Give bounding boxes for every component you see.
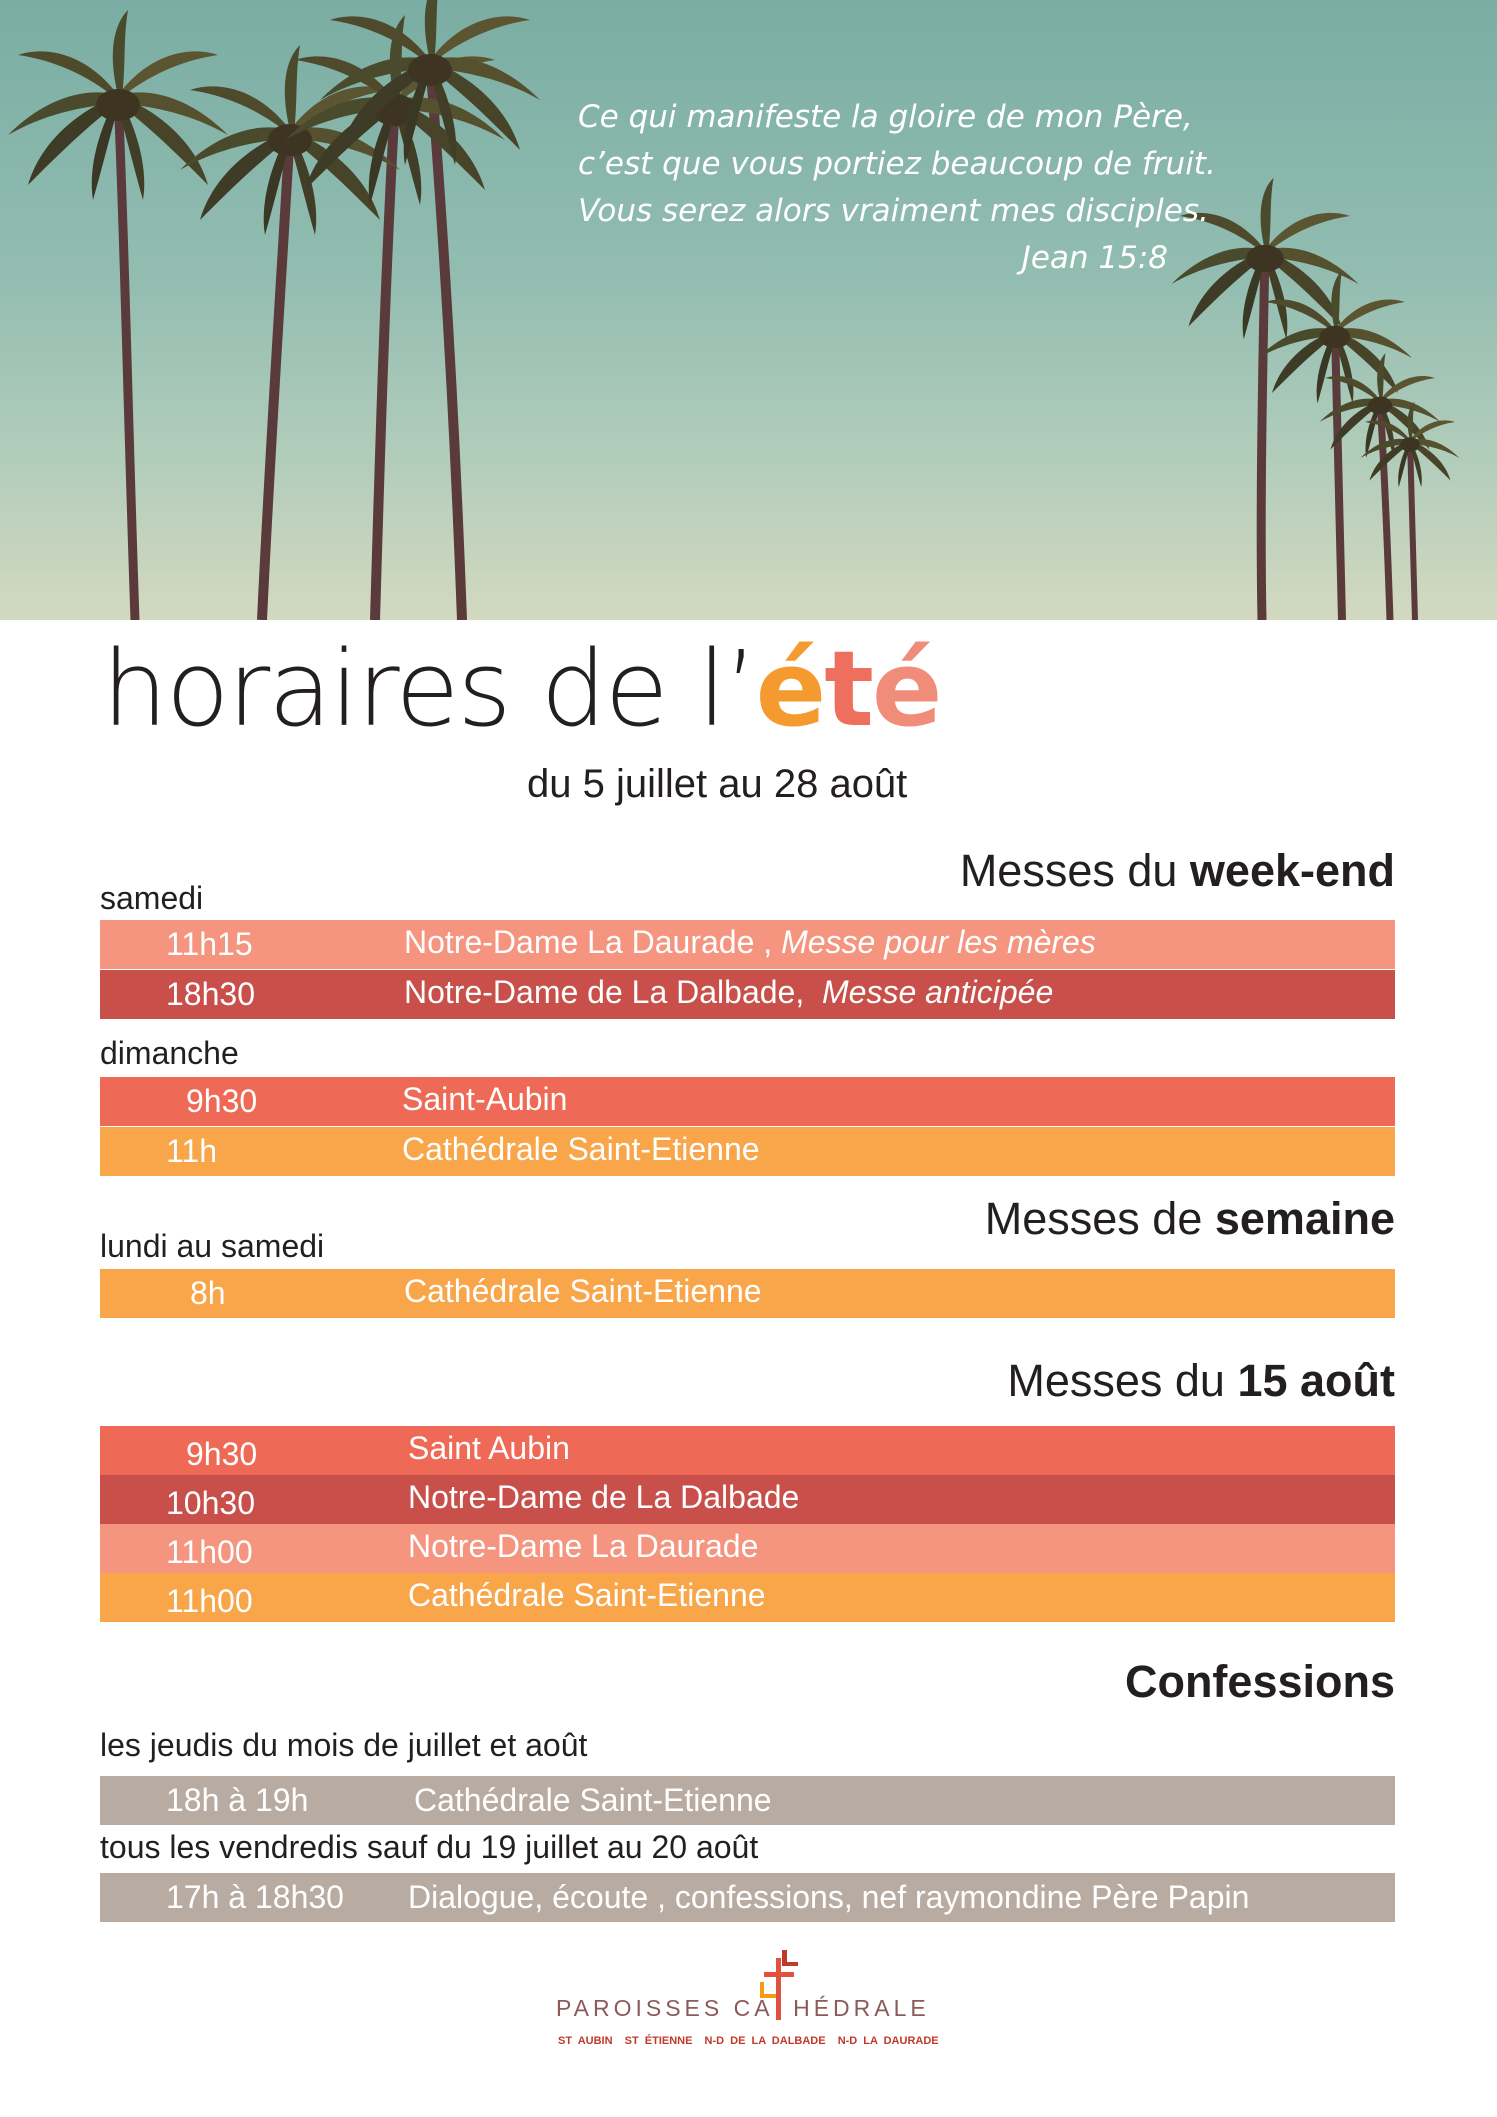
row-time: 9h30 — [186, 1083, 258, 1119]
quote-line: Ce qui manifeste la gloire de mon Père, — [578, 99, 1193, 135]
row-time: 10h30 — [166, 1485, 255, 1521]
day-label-saturday: samedi — [100, 880, 204, 916]
heading-regular: Messes du — [959, 845, 1190, 896]
schedule-row — [100, 1475, 1395, 1524]
heading-bold: Confessions — [1124, 1656, 1395, 1707]
day-label-thursdays: les jeudis du mois de juillet et août — [100, 1727, 588, 1763]
schedule-row — [100, 1269, 1395, 1318]
logo-parishes: ST AUBIN ST ÉTIENNE N-D DE LA DALBADE N-D LA DAURADE — [558, 2035, 939, 2047]
palm-trees-illustration — [0, 0, 1497, 620]
quote-line: Vous serez alors vraiment mes disciples. — [578, 193, 1209, 229]
day-label-weekdays: lundi au samedi — [100, 1228, 325, 1264]
row-place: Cathédrale Saint-Etienne — [404, 1273, 762, 1309]
row-place: Cathédrale Saint-Etienne — [408, 1577, 766, 1613]
place-note: Messe pour les mères — [781, 924, 1096, 960]
section-heading-confessions — [1125, 1656, 1395, 1708]
title-accent-letter: t — [824, 628, 872, 750]
heading-bold: semaine — [1214, 1193, 1395, 1244]
schedule-row — [100, 1127, 1395, 1176]
heading-regular: Messes de — [984, 1193, 1215, 1244]
parish-logo — [556, 1950, 946, 2060]
logo-name: PAROISSES CA HÉDRALE — [556, 1995, 930, 2021]
schedule-row — [100, 1776, 1395, 1825]
page-title — [102, 628, 940, 750]
place-name: Notre-Dame La Daurade , — [404, 924, 782, 960]
quote-reference: Jean 15:8 — [1021, 240, 1168, 276]
row-place: Saint-Aubin — [402, 1081, 568, 1117]
heading-bold: 15 août — [1237, 1355, 1395, 1406]
row-time: 11h — [166, 1133, 218, 1169]
row-time: 18h à 19h — [166, 1782, 309, 1818]
title-main: horaires de l’ — [102, 628, 756, 750]
row-place: Dialogue, écoute , confessions, nef raymondine Père Papin — [408, 1879, 1250, 1915]
row-time: 18h30 — [166, 976, 255, 1012]
bible-quote — [578, 94, 1218, 282]
row-place: Cathédrale Saint-Etienne — [414, 1782, 772, 1818]
row-place: Notre-Dame de La Dalbade — [408, 1479, 800, 1515]
schedule-row — [100, 920, 1395, 969]
schedule-row — [100, 1573, 1395, 1622]
row-time: 11h15 — [166, 926, 253, 962]
heading-bold: week-end — [1189, 845, 1395, 896]
row-place — [404, 974, 1053, 1011]
section-heading-weekend — [960, 845, 1395, 897]
row-place — [404, 924, 1096, 961]
title-accent-letter: é — [871, 628, 941, 750]
row-time: 11h00 — [166, 1534, 253, 1570]
date-range: du 5 juillet au 28 août — [527, 762, 908, 806]
row-place: Saint Aubin — [408, 1430, 570, 1466]
day-label-fridays: tous les vendredis sauf du 19 juillet au 20 août — [100, 1829, 759, 1865]
heading-regular: Messes du — [1007, 1355, 1238, 1406]
title-accent-letter: é — [755, 628, 825, 750]
schedule-row — [100, 970, 1395, 1019]
header-photo — [0, 0, 1497, 620]
place-note: Messe anticipée — [822, 974, 1054, 1010]
section-heading-week — [985, 1193, 1395, 1245]
row-time: 8h — [190, 1275, 226, 1311]
row-time: 9h30 — [186, 1436, 258, 1472]
schedule-row — [100, 1873, 1395, 1922]
quote-line: c’est que vous portiez beaucoup de fruit. — [578, 146, 1216, 182]
place-name: Notre-Dame de La Dalbade, — [404, 974, 822, 1010]
schedule-row — [100, 1077, 1395, 1126]
section-heading-assumption — [1007, 1355, 1395, 1407]
row-place: Notre-Dame La Daurade — [408, 1528, 759, 1564]
row-place: Cathédrale Saint-Etienne — [402, 1131, 760, 1167]
row-time: 17h à 18h30 — [166, 1879, 344, 1915]
day-label-sunday: dimanche — [100, 1035, 239, 1071]
schedule-row — [100, 1426, 1395, 1475]
schedule-row — [100, 1524, 1395, 1573]
row-time: 11h00 — [166, 1583, 253, 1619]
